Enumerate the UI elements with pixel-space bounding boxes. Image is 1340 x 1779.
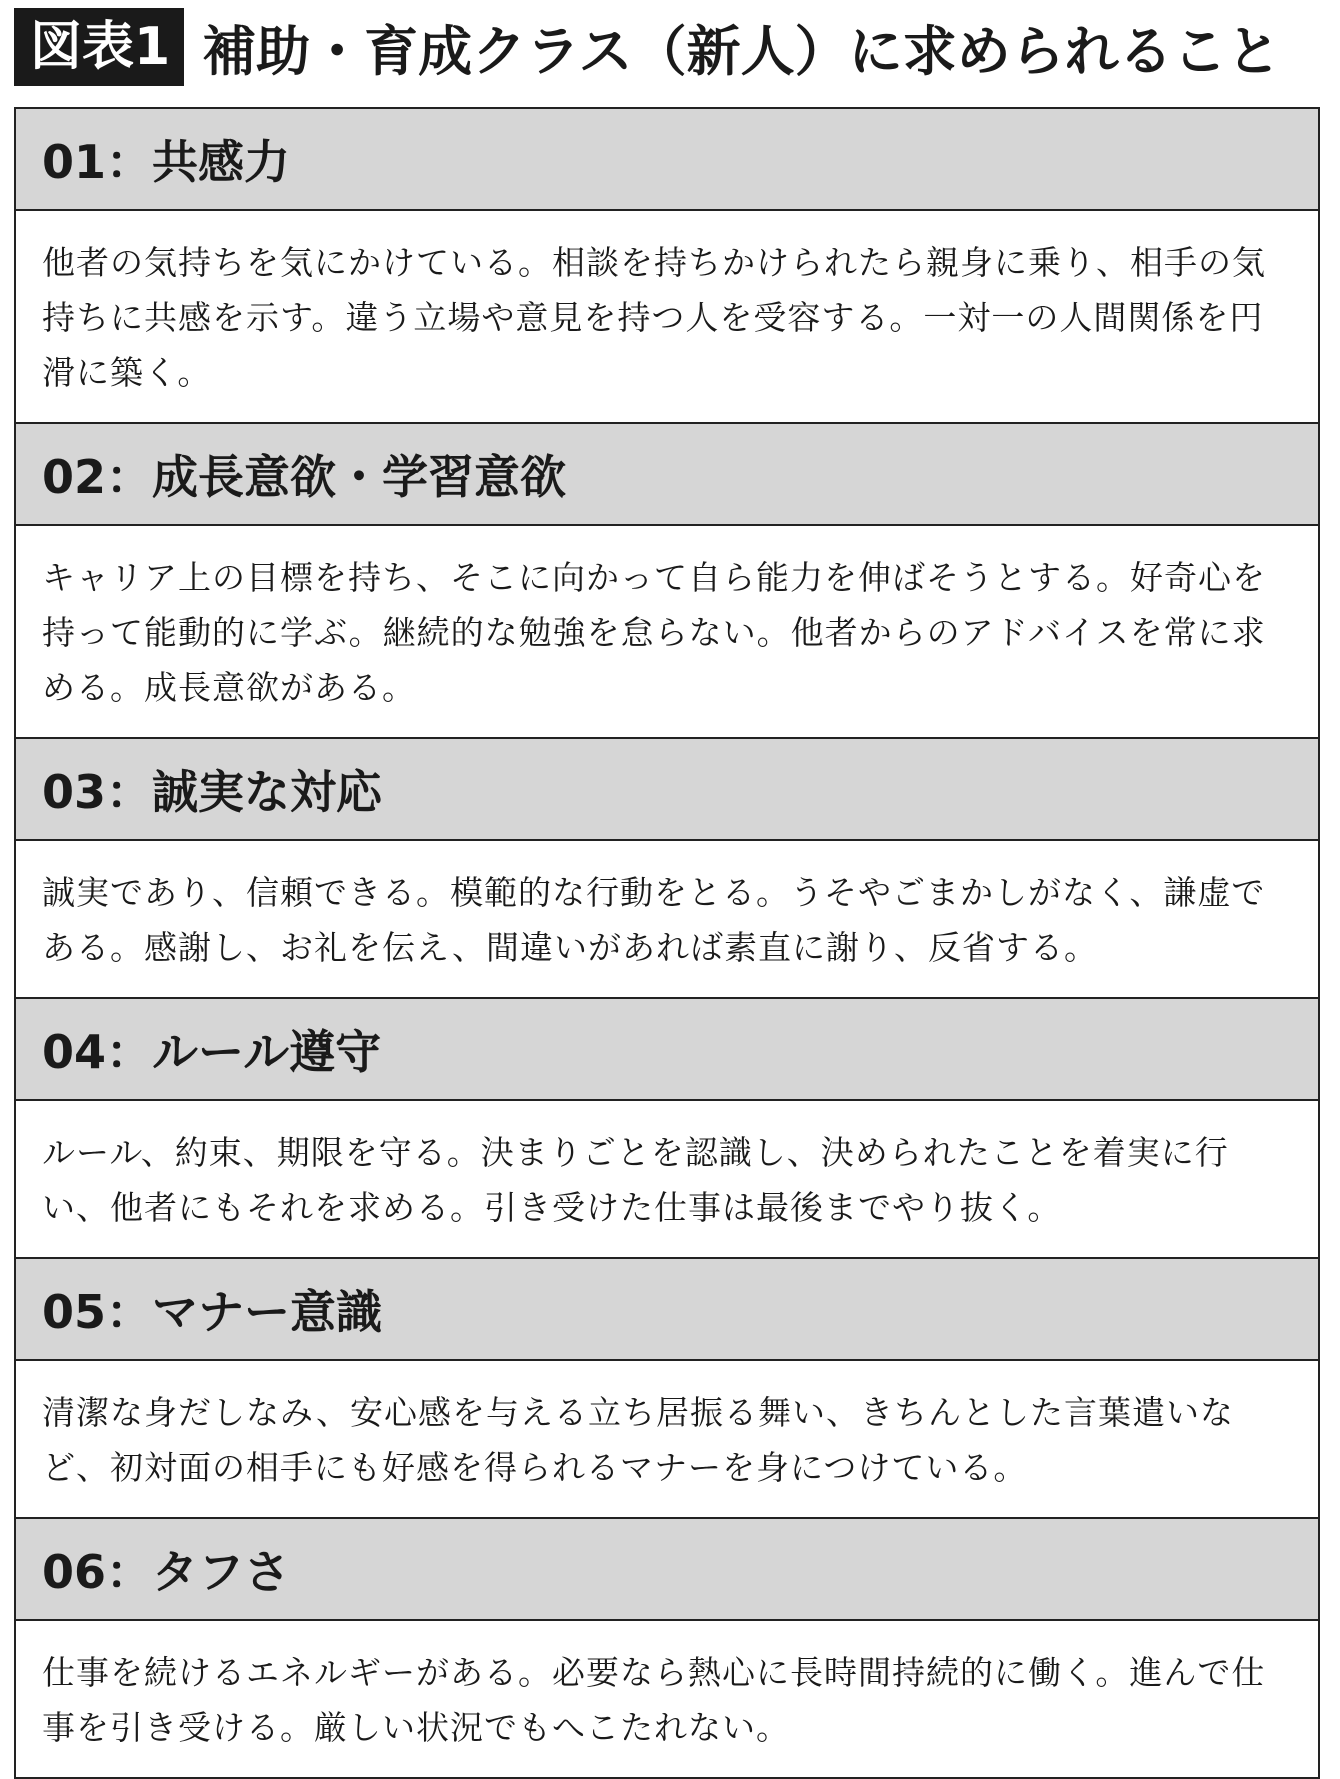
section-body: キャリア上の目標を持ち、そこに向かって自ら能力を伸ばそうとする。好奇心を持って能動的に学ぶ。継続的な勉強を怠らない。他者からのアドバイスを常に求める。成長意欲がある。 xyxy=(16,526,1318,739)
section-empathy xyxy=(16,109,1318,424)
section-heading: 04：ルール遵守 xyxy=(16,999,1318,1101)
section-heading: 05：マナー意識 xyxy=(16,1259,1318,1361)
requirements-table xyxy=(14,107,1320,1779)
section-rule-compliance xyxy=(16,999,1318,1259)
section-body: 他者の気持ちを気にかけている。相談を持ちかけられたら親身に乗り、相手の気持ちに共感を示す。違う立場や意見を持つ人を受容する。一対一の人間関係を円滑に築く。 xyxy=(16,211,1318,424)
section-manners xyxy=(16,1259,1318,1519)
section-heading: 03：誠実な対応 xyxy=(16,739,1318,841)
section-body: ルール、約束、期限を守る。決まりごとを認識し、決められたことを着実に行い、他者にもそれを求める。引き受けた仕事は最後までやり抜く。 xyxy=(16,1101,1318,1259)
figure-header xyxy=(14,8,1281,86)
figure-label: 図表1 xyxy=(14,8,184,86)
section-growth-motivation xyxy=(16,424,1318,739)
section-body: 仕事を続けるエネルギーがある。必要なら熱心に長時間持続的に働く。進んで仕事を引き受ける。厳しい状況でもへこたれない。 xyxy=(42,1653,1266,1747)
section-body: 清潔な身だしなみ、安心感を与える立ち居振る舞い、きちんとした言葉遣いなど、初対面の相手にも好感を得られるマナーを身につけている。 xyxy=(16,1361,1318,1519)
section-integrity xyxy=(16,739,1318,999)
section-heading: 02：成長意欲・学習意欲 xyxy=(16,424,1318,526)
section-toughness xyxy=(16,1519,1318,1777)
section-body: 誠実であり、信頼できる。模範的な行動をとる。うそやごまかしがなく、謙虚である。感謝し、お礼を伝え、間違いがあれば素直に謝り、反省する。 xyxy=(16,841,1318,999)
section-heading: 01：共感力 xyxy=(16,109,1318,211)
section-heading: 06：タフさ xyxy=(16,1519,1318,1621)
figure-title: 補助・育成クラス（新人）に求められること xyxy=(202,19,1281,83)
